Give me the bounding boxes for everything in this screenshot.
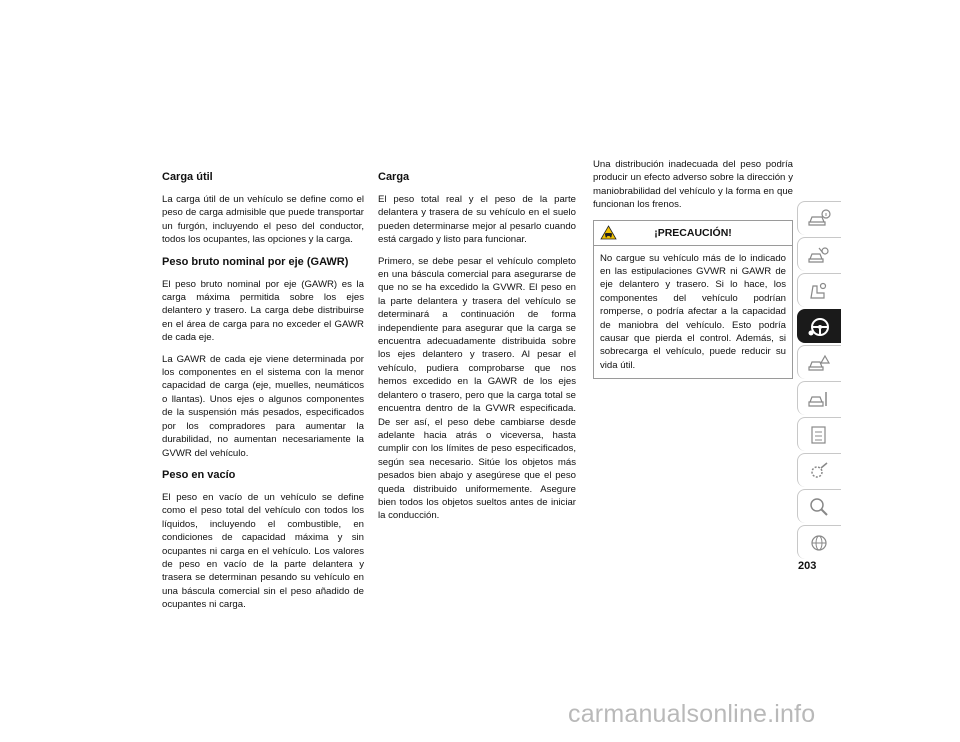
warning-text: No cargue su vehículo más de lo indicado en las estipulaciones GVWR ni GAWR de eje delantero y trasero. Si lo hace, los componentes del vehículo podrían romperse, o podría afectar a la capacidad de maniobra del vehículo. Esto podría causar que pierda el control. Además, si sobrecarga el vehículo, puede reducir su vida útil.: [600, 252, 786, 371]
paragraph: El peso total real y el peso de la parte delantera y trasera de su vehículo en el suelo pueden determinarse mejor al pesarlo cuando está cargado y listo para funcionar.: [378, 194, 576, 246]
heading-carga: Carga: [378, 171, 410, 183]
tab-magnifier[interactable]: [797, 489, 841, 523]
language-icon: [807, 532, 831, 554]
car-service-icon: [807, 388, 831, 410]
column-2: [378, 170, 576, 531]
warning-box: [593, 220, 793, 380]
paragraph: El peso en vacío de un vehículo se define como el peso total del vehículo con todos los líquidos, incluyendo el combustible, en condiciones de capacidad máxima y sin ocupantes ni carga en el vehículo. Los valores de peso en vacío de la parte delantera y trasera se determinan pesando su vehículo en una báscula comercial sin el peso añadido de ocupantes ni carga.: [162, 491, 364, 611]
tab-car-service[interactable]: [797, 381, 841, 415]
page-number: 203: [798, 560, 817, 572]
tab-car-info[interactable]: [797, 201, 841, 235]
warning-title: ¡PRECAUCIÓN!: [654, 226, 732, 239]
warning-header: [594, 221, 792, 246]
caution-car-icon: [600, 225, 617, 240]
watermark: carmanualsonline.info: [568, 700, 816, 728]
paragraph: Una distribución inadecuada del peso podría producir un efecto adverso sobre la dirección y maniobrabilidad del vehículo y la forma en que funcionan los frenos.: [593, 159, 793, 211]
car-key-icon: [807, 244, 831, 266]
gear-wrench-icon: [807, 460, 831, 482]
checklist-icon: [807, 424, 831, 446]
heading-carga-util: Carga útil: [162, 171, 213, 183]
paragraph: La carga útil de un vehículo se define como el peso de carga admisible que puede transportar un furgón, incluyendo el peso del conductor, todos los ocupantes, las opciones y la carga.: [162, 194, 364, 246]
warning-body: [594, 246, 792, 379]
tab-gear-wrench[interactable]: [797, 453, 841, 487]
steering-wheel-icon: [807, 316, 831, 338]
paragraph: El peso bruto nominal por eje (GAWR) es la carga máxima permitida sobre los ejes delantero y trasero. La carga debe distribuirse en el área de carga para no exceder el GAWR de cada eje.: [162, 278, 364, 344]
magnifier-icon: [807, 496, 831, 518]
column-3: [593, 158, 793, 379]
tab-car-warning[interactable]: [797, 345, 841, 379]
tab-car-key[interactable]: [797, 237, 841, 271]
paragraph: Primero, se debe pesar el vehículo completo en una báscula comercial para asegurarse de que no se ha excedido la GVWR. El peso en la parte delantera y trasera del vehículo se determinará a continuación de forma independiente para asegurar que la carga se encuentra adecuadamente distribuida sobre los ejes delantero y trasero. Al pesar el vehículo, pudiera comprobarse que nos hemos excedido en la GAWR de los ejes delantero o trasero, pero que la carga total se encuentra dentro de la GVWR especificada. De ser así, el peso debe cambiarse desde adelante hacia atrás o viceversa, hasta cumplir con los límites de peso especificados, según sea necesario. Sitúe los objetos más pesados bien abajo y asegúrese que el peso queda distribuido uniformemente. Asegure bien todos los objetos sueltos antes de iniciar la conducción.: [378, 255, 576, 522]
tab-car-seat[interactable]: [797, 273, 841, 307]
heading-gawr: Peso bruto nominal por eje (GAWR): [162, 255, 349, 268]
paragraph: La GAWR de cada eje viene determinada por los componentes en el sistema con la menor capacidad de carga (eje, muelles, neumáticos o llantas). Unos ejes o algunos componentes de la suspensión más pesados, especificados por los compradores para aumentar la durabilidad, no aumentan necesariamente la GVWR del vehículo.: [162, 353, 364, 459]
tab-language[interactable]: [797, 525, 841, 559]
car-info-icon: [807, 208, 831, 230]
car-seat-icon: [807, 280, 831, 302]
heading-peso-en-vacio: Peso en vacío: [162, 468, 236, 481]
car-warning-icon: [807, 352, 831, 374]
tab-steering-wheel[interactable]: [797, 309, 841, 343]
chapter-tabs: [797, 201, 841, 561]
tab-checklist[interactable]: [797, 417, 841, 451]
column-1: [162, 170, 364, 620]
